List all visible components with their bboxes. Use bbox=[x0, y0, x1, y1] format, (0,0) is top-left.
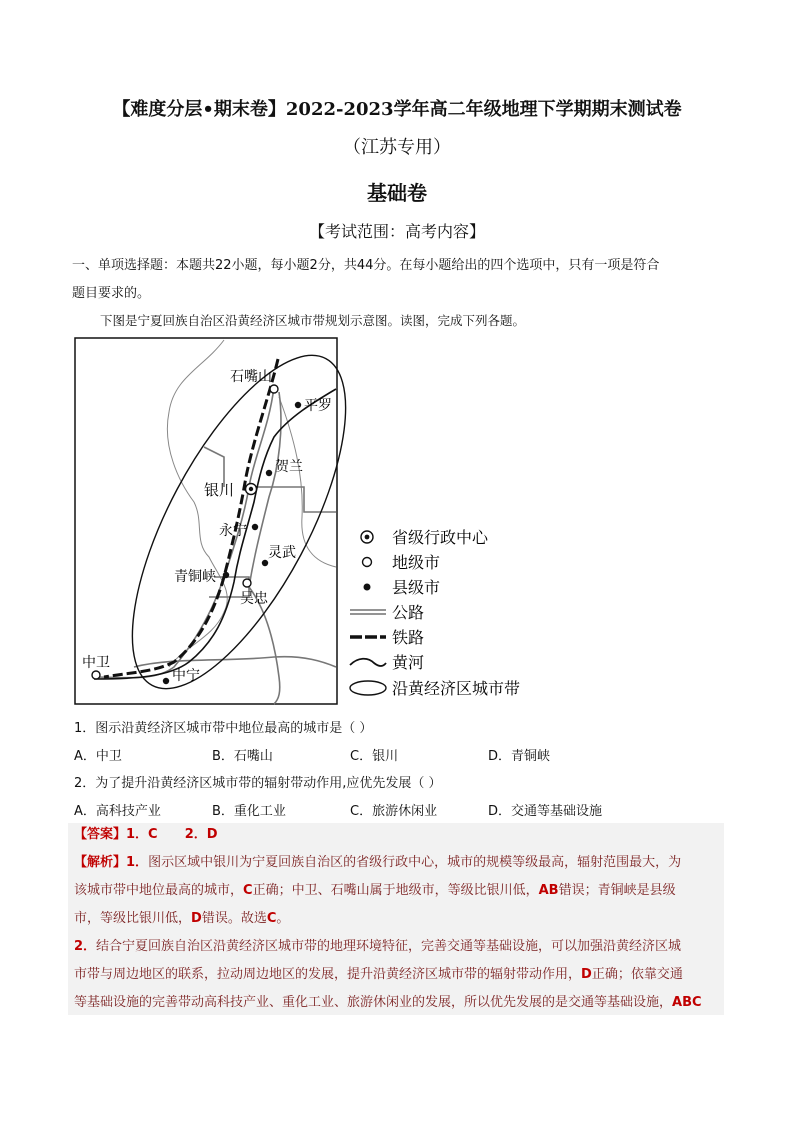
analysis-q2-line-2 bbox=[74, 961, 722, 989]
analysis-q2-key-abc: ABC bbox=[672, 995, 702, 1010]
map-legend bbox=[350, 528, 520, 698]
section-line-1: 一、单项选择题：本题共22小题，每小题2分，共44分。在每小题给出的四个选项中，只有一项是符合 bbox=[72, 258, 660, 273]
yongning-label: 永宁 bbox=[219, 523, 247, 539]
analysis-q1-line-3 bbox=[74, 905, 722, 933]
legend-prefecture: 地级市 bbox=[392, 553, 441, 572]
question-2-option-d: D．交通等基础设施 bbox=[488, 804, 603, 819]
legend-road: 公路 bbox=[392, 603, 425, 622]
question-1-stem: 1．图示沿黄经济区城市带中地位最高的城市是（ ） bbox=[74, 721, 373, 736]
question-2-option-b: B．重化工业 bbox=[212, 804, 286, 819]
answer-line bbox=[74, 821, 722, 849]
map-figure bbox=[74, 337, 544, 707]
analysis-q1-text-3e: 。 bbox=[276, 911, 290, 926]
analysis-q2-number: 2． bbox=[74, 939, 97, 954]
yinchuan-inner bbox=[249, 487, 253, 491]
answer-text: 1．C 2．D bbox=[126, 827, 218, 842]
exam-scope: 【考试范围：高考内容】 bbox=[308, 222, 485, 241]
helan-label: 贺兰 bbox=[275, 459, 303, 475]
analysis-label: 【解析】 bbox=[74, 855, 127, 870]
analysis-q2-line-1 bbox=[74, 933, 722, 961]
qingtongxia-label: 青铜峡 bbox=[174, 569, 216, 585]
question-intro: 下图是宁夏回族自治区沿黄经济区城市带规划示意图。读图，完成下列各题。 bbox=[100, 313, 526, 328]
legend-river: 黄河 bbox=[392, 653, 425, 672]
paper-title: 【难度分层•期末卷】2022-2023学年高二年级地理下学期期末测试卷 bbox=[112, 99, 682, 120]
yongning-marker bbox=[252, 524, 258, 530]
helan-marker bbox=[266, 470, 272, 476]
paper-subtitle: （江苏专用） bbox=[343, 137, 451, 158]
analysis-q1-text-1: 图示区域中银川为宁夏回族自治区的省级行政中心，城市的规模等级最高，辐射范围最大，为 bbox=[148, 855, 682, 870]
analysis-q1-text-3a: 市，等级比银川低， bbox=[74, 911, 192, 926]
map-frame bbox=[75, 338, 337, 704]
analysis-q1-line-1 bbox=[74, 849, 722, 877]
zhongning-marker bbox=[163, 678, 169, 684]
analysis-q2-text-1: 结合宁夏回族自治区沿黄经济区城市带的地理环境特征，完善交通等基础设施，可以加强沿黄经济区城 bbox=[96, 939, 682, 954]
question-1-option-a: A．中卫 bbox=[74, 749, 122, 764]
yinchuan-label: 银川 bbox=[204, 481, 235, 499]
question-1-option-b: B．石嘴山 bbox=[212, 749, 273, 764]
legend-county: 县级市 bbox=[392, 578, 441, 597]
legend-belt: 沿黄经济区城市带 bbox=[392, 679, 521, 698]
wuzhong-marker bbox=[243, 579, 251, 587]
answer-label: 【答案】 bbox=[74, 827, 127, 842]
analysis-q1-text-2e: 错误；青铜峡是县级 bbox=[558, 883, 676, 898]
analysis-q1-text-2c: 正确；中卫、石嘴山属于地级市，等级比银川低， bbox=[252, 883, 539, 898]
section-instructions bbox=[72, 252, 724, 308]
legend-railway: 铁路 bbox=[392, 628, 425, 647]
analysis-q1-line-2 bbox=[74, 877, 722, 905]
analysis-q2-text-3a: 等基础设施的完善带动高科技产业、重化工业、旅游休闲业的发展，所以优先发展的是交通等基础设施， bbox=[74, 995, 673, 1010]
analysis-q2-line-3 bbox=[74, 989, 722, 1017]
question-2-stem: 2．为了提升沿黄经济区城市带的辐射带动作用,应优先发展（ ） bbox=[74, 776, 442, 791]
analysis-q1-key-c: C bbox=[243, 883, 253, 898]
wuzhong-label: 吴忠 bbox=[240, 591, 268, 607]
analysis-q2-key-d: D bbox=[581, 967, 592, 982]
pingluo-marker bbox=[295, 402, 301, 408]
analysis-q1-key-ab: AB bbox=[538, 883, 559, 898]
analysis-q2-text-2c: 正确；依靠交通 bbox=[591, 967, 683, 982]
question-1-option-d: D．青铜峡 bbox=[488, 749, 551, 764]
qingtongxia-marker bbox=[223, 572, 229, 578]
question-2-option-c: C．旅游休闲业 bbox=[350, 804, 438, 819]
section-line-2: 题目要求的。 bbox=[72, 286, 151, 301]
question-2-option-a: A．高科技产业 bbox=[74, 804, 161, 819]
analysis-q1-text-2a: 该城市带中地位最高的城市， bbox=[74, 883, 244, 898]
analysis-q1-key-c2: C bbox=[266, 911, 277, 926]
zhongning-label: 中宁 bbox=[172, 668, 200, 684]
paper-level: 基础卷 bbox=[367, 181, 427, 205]
zhongwei-label: 中卫 bbox=[82, 655, 110, 671]
legend-capital: 省级行政中心 bbox=[392, 528, 489, 547]
question-1-option-c: C．银川 bbox=[350, 749, 399, 764]
zhongwei-marker bbox=[92, 671, 100, 679]
analysis-q2-text-2a: 市带与周边地区的联系，拉动周边地区的发展，提升沿黄经济区城市带的辐射带动作用， bbox=[74, 967, 582, 982]
shizuishan-label: 石嘴山 bbox=[230, 369, 272, 385]
analysis-q1-text-3c: 错误。故选 bbox=[201, 911, 267, 926]
analysis-q1-number: 1． bbox=[126, 855, 149, 870]
pingluo-label: 平罗 bbox=[304, 398, 332, 414]
analysis-q1-key-d: D bbox=[191, 911, 202, 926]
shizuishan-marker bbox=[270, 385, 278, 393]
lingwu-label: 灵武 bbox=[268, 545, 296, 561]
